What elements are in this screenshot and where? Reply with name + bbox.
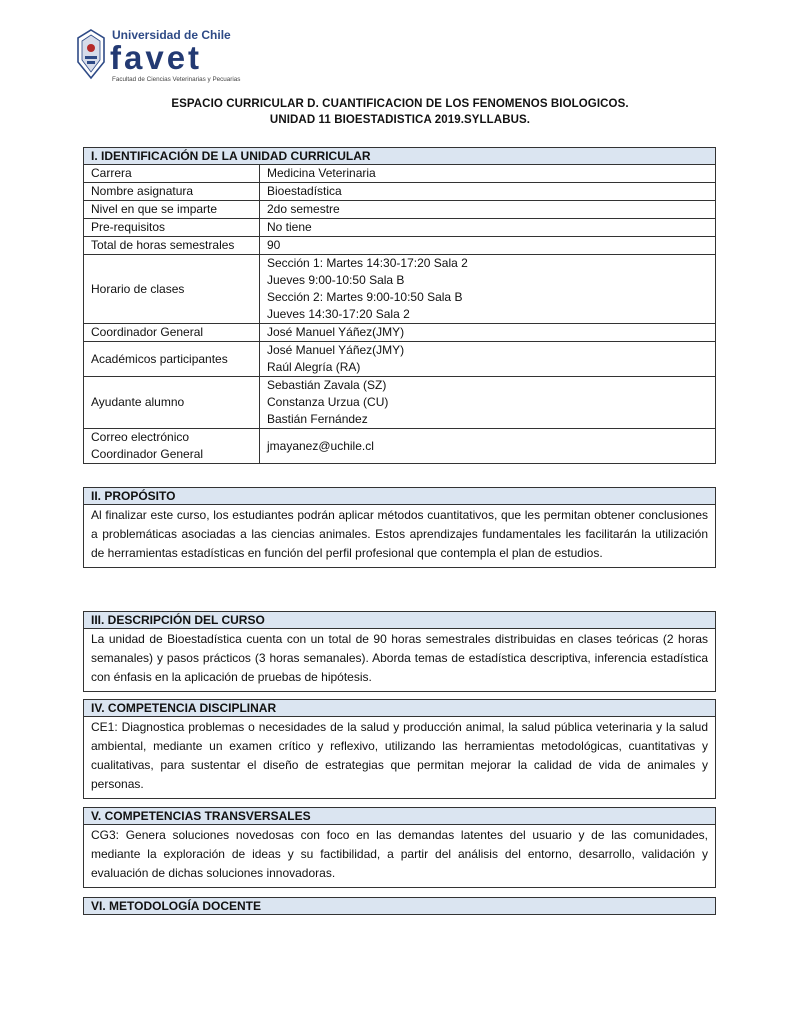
row-label: Nivel en que se imparte	[84, 201, 260, 219]
academico-line: José Manuel Yáñez(JMY)	[267, 343, 405, 357]
proposito-heading: II. PROPÓSITO	[84, 488, 716, 505]
row-value: Medicina Veterinaria	[260, 165, 716, 183]
table-row	[84, 183, 716, 201]
academico-line: Raúl Alegría (RA)	[267, 360, 361, 374]
ayudante-label: Ayudante alumno	[84, 377, 260, 429]
row-value: Bioestadística	[260, 183, 716, 201]
academicos-row	[84, 342, 716, 377]
logo-faculty-subtitle: Facultad de Ciencias Veterinarias y Pecuarias	[112, 76, 241, 83]
logo-brand: favet	[110, 39, 203, 76]
descripcion-heading: III. DESCRIPCIÓN DEL CURSO	[84, 612, 716, 629]
row-label: Total de horas semestrales	[84, 237, 260, 255]
identificacion-table	[83, 147, 716, 464]
horario-line: Jueves 14:30-17:20 Sala 2	[267, 307, 410, 321]
document-title-line2: UNIDAD 11 BIOESTADISTICA 2019.SYLLABUS.	[269, 114, 531, 126]
university-logo	[76, 26, 241, 88]
coordinador-row	[84, 324, 716, 342]
row-value: 2do semestre	[260, 201, 716, 219]
descripcion-text: La unidad de Bioestadística cuenta con un total de 90 horas semestrales distribuidas en clases teóricas (2 horas semanales) y pasos prácticos (3 horas semanales). Aborda temas de estadística descriptiva, inferencia estadística con énfasis en la aplicación de pruebas de hipótesis.	[84, 629, 716, 692]
university-crest-icon	[76, 28, 106, 80]
metodologia-heading: VI. METODOLOGÍA DOCENTE	[84, 898, 716, 915]
correo-label-line2: Coordinador General	[91, 447, 204, 461]
transversales-heading: V. COMPETENCIAS TRANSVERSALES	[84, 808, 716, 825]
identificacion-heading: I. IDENTIFICACIÓN DE LA UNIDAD CURRICULAR	[84, 148, 716, 165]
competencia-section	[83, 699, 716, 799]
descripcion-section	[83, 611, 716, 692]
table-row	[84, 237, 716, 255]
coordinador-label: Coordinador General	[84, 324, 260, 342]
correo-value: jmayanez@uchile.cl	[260, 429, 716, 464]
row-value: No tiene	[260, 219, 716, 237]
row-label: Nombre asignatura	[84, 183, 260, 201]
transversales-text: CG3: Genera soluciones novedosas con foco en las demandas latentes del usuario y de las comunidades, mediante la exploración de ideas y su factibilidad, a partir del análisis del entorno, desarrollo, validación y evaluación de dichas soluciones innovadoras.	[84, 825, 716, 888]
proposito-text: Al finalizar este curso, los estudiantes podrán aplicar métodos cuantitativos, que les permitan obtener conclusiones a problemáticas asociadas a las ciencias animales. Estos aprendizajes fundamentales les facilitarán la utilización de herramientas estadísticas en función del perfil profesional que contempla el plan de estudios.	[84, 505, 716, 568]
coordinador-value: José Manuel Yáñez(JMY)	[260, 324, 716, 342]
logo-university-name: Universidad de Chile	[112, 28, 231, 42]
transversales-section	[83, 807, 716, 888]
horario-label: Horario de clases	[84, 255, 260, 324]
ayudante-line: Bastián Fernández	[267, 412, 368, 426]
table-row	[84, 219, 716, 237]
row-label: Carrera	[84, 165, 260, 183]
horario-line: Sección 1: Martes 14:30-17:20 Sala 2	[267, 256, 468, 270]
correo-label	[84, 429, 260, 464]
table-row	[84, 201, 716, 219]
competencia-heading: IV. COMPETENCIA DISCIPLINAR	[84, 700, 716, 717]
row-value: 90	[260, 237, 716, 255]
ayudante-line: Sebastián Zavala (SZ)	[267, 378, 387, 392]
horario-row	[84, 255, 716, 324]
competencia-text: CE1: Diagnostica problemas o necesidades de la salud y producción animal, la salud pública veterinaria y la salud ambiental, mediante un examen crítico y reflexivo, utilizando las herramientas metodológicas, cuantitativas y cualitativas, para sustentar el diseño de estrategias que permitan mejorar la calidad de vida de animales y personas.	[84, 717, 716, 799]
horario-line: Sección 2: Martes 9:00-10:50 Sala B	[267, 290, 463, 304]
ayudante-value	[260, 377, 716, 429]
row-label: Pre-requisitos	[84, 219, 260, 237]
table-row	[84, 165, 716, 183]
correo-label-line1: Correo electrónico	[91, 430, 190, 444]
horario-value	[260, 255, 716, 324]
correo-row	[84, 429, 716, 464]
horario-line: Jueves 9:00-10:50 Sala B	[267, 273, 405, 287]
document-title-line1: ESPACIO CURRICULAR D. CUANTIFICACION DE LOS FENOMENOS BIOLOGICOS.	[171, 98, 629, 110]
academicos-label: Académicos participantes	[84, 342, 260, 377]
ayudante-line: Constanza Urzua (CU)	[267, 395, 389, 409]
proposito-section	[83, 487, 716, 568]
academicos-value	[260, 342, 716, 377]
metodologia-section	[83, 897, 716, 915]
ayudante-row	[84, 377, 716, 429]
